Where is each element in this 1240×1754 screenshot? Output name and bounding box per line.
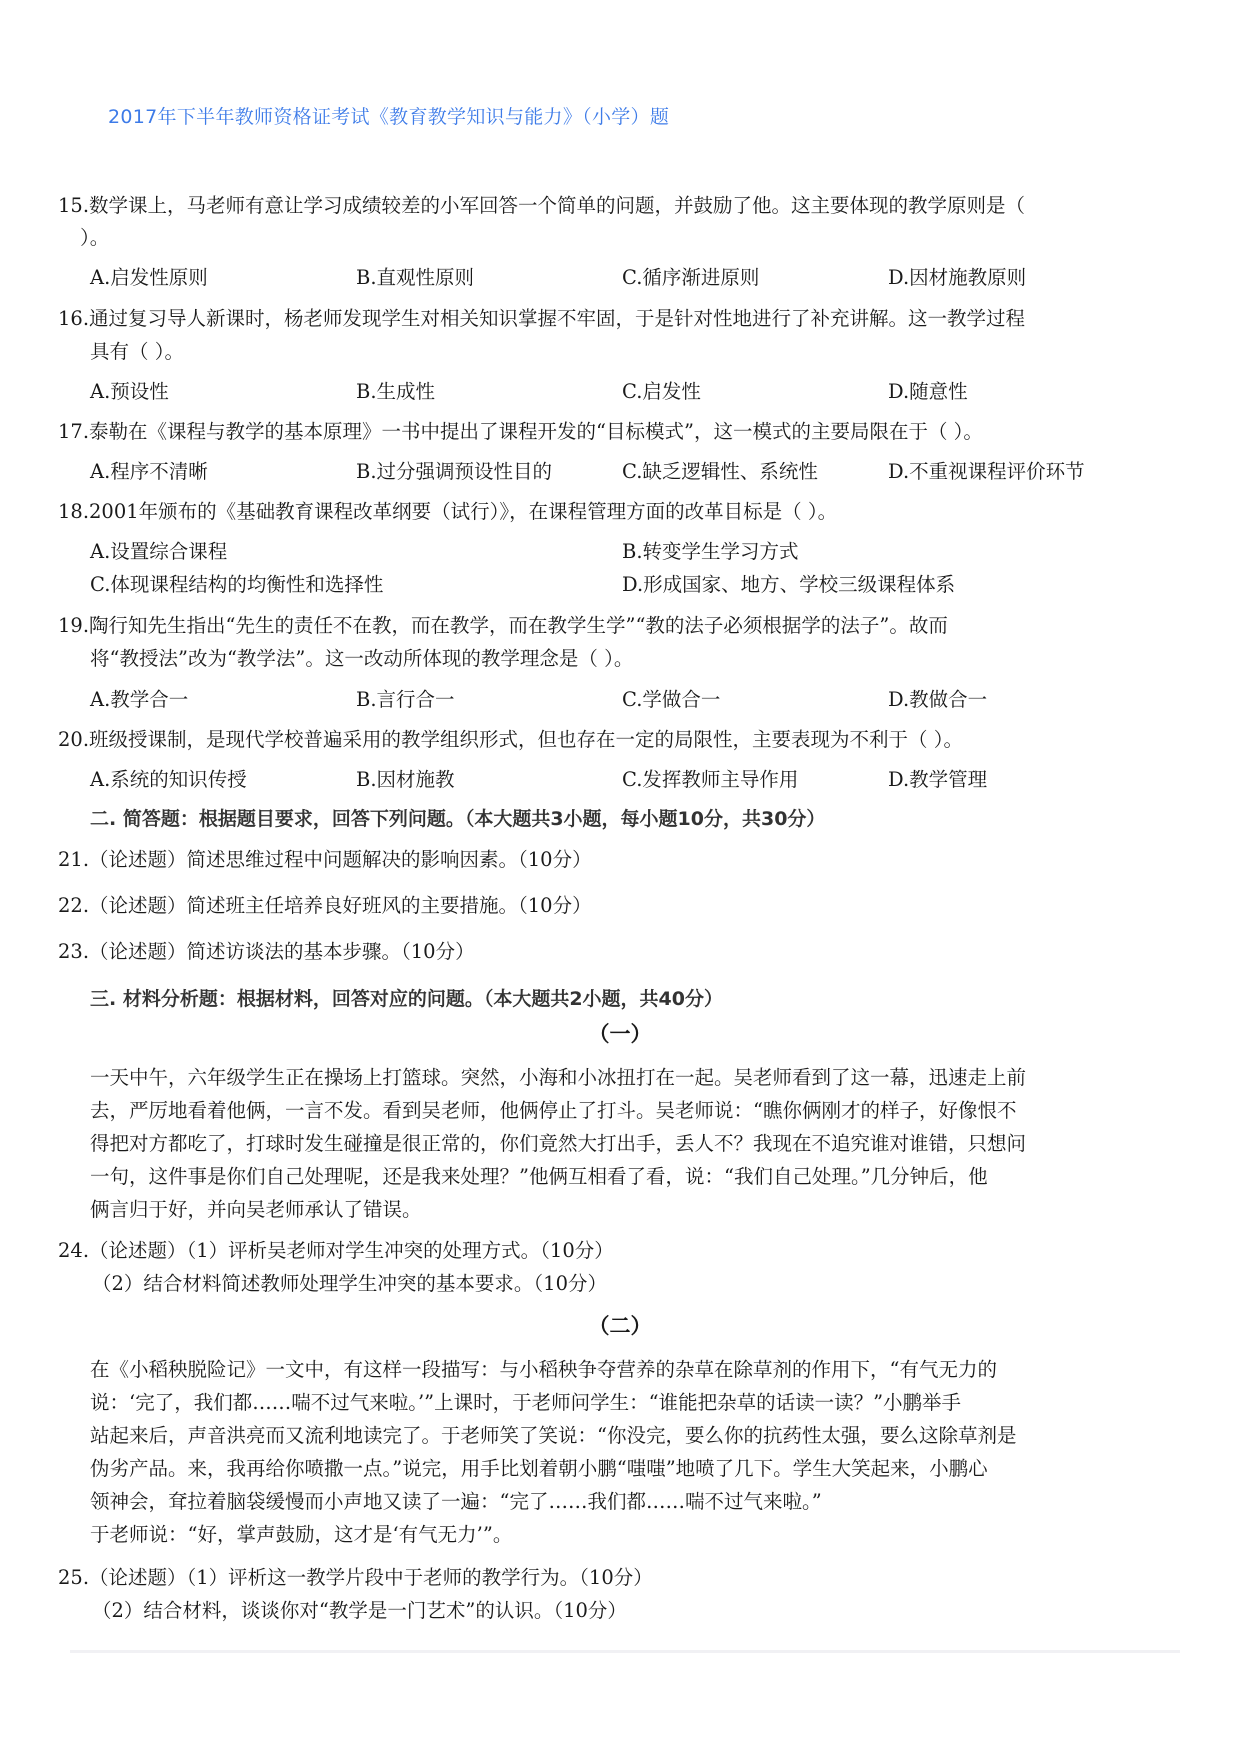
- q15-option-d: D.因材施教原则: [888, 266, 1027, 289]
- question-24-part-1: 24.（论述题）（1）评析吴老师对学生冲突的处理方式。（10分）: [58, 1239, 614, 1262]
- q16-option-a: A.预设性: [90, 380, 169, 403]
- q15-option-c: C.循序渐进原则: [622, 266, 760, 289]
- material-2-line: 伪劣产品。来，我再给你喷撒一点。”说完，用手比划着朝小鹏“嗤嗤”地喷了几下。学生大笑起来，小鹏心: [90, 1457, 988, 1480]
- section-2-heading: 二. 简答题：根据题目要求，回答下列问题。（本大题共3小题，每小题10分，共30分）: [90, 808, 826, 830]
- question-16-text: 16.通过复习导人新课时，杨老师发现学生对相关知识掌握不牢固，于是针对性地进行了补充讲解。这一教学过程: [58, 307, 1026, 330]
- q16-option-b: B.生成性: [356, 380, 436, 403]
- question-16-text-cont: 具有（ ）。: [90, 340, 184, 363]
- q20-option-a: A.系统的知识传授: [90, 768, 247, 791]
- page-title: 2017年下半年教师资格证考试《教育教学知识与能力》（小学）题: [108, 106, 670, 128]
- question-15-text: 15.数学课上，马老师有意让学习成绩较差的小军回答一个简单的问题，并鼓励了他。这主要体现的教学原则是（: [58, 194, 1026, 217]
- material-2-line: 说：‘完了，我们都……喘不过气来啦。’”上课时，于老师问学生：“谁能把杂草的话读一读？”小鹏举手: [90, 1391, 962, 1414]
- material-1-line: 一天中午，六年级学生正在操场上打篮球。突然，小海和小冰扭打在一起。吴老师看到了这一幕，迅速走上前: [90, 1066, 1027, 1089]
- q18-option-d: D.形成国家、地方、学校三级课程体系: [622, 573, 956, 596]
- q17-option-c: C.缺乏逻辑性、系统性: [622, 460, 818, 483]
- question-15-text-cont: ）。: [80, 226, 110, 249]
- material-2-line: 站起来后，声音洪亮而又流利地读完了。于老师笑了笑说：“你没完，要么你的抗药性太强，要么这除草剂是: [90, 1424, 1017, 1447]
- q18-option-a: A.设置综合课程: [90, 540, 228, 563]
- material-1-line: 去，严厉地看着他俩，一言不发。看到吴老师，他俩停止了打斗。吴老师说：“瞧你俩刚才的样子，好像恨不: [90, 1099, 1017, 1122]
- question-23-text: 23.（论述题）简述访谈法的基本步骤。（10分）: [58, 940, 475, 963]
- material-1-label: （一）: [588, 1021, 652, 1046]
- q20-option-d: D.教学管理: [888, 768, 988, 791]
- q19-option-a: A.教学合一: [90, 688, 189, 711]
- section-3-heading: 三. 材料分析题：根据材料，回答对应的问题。（本大题共2小题，共40分）: [90, 988, 723, 1010]
- question-17-text: 17.泰勒在《课程与教学的基本原理》一书中提出了课程开发的“目标模式”，这一模式的主要局限在于（ ）。: [58, 420, 983, 443]
- material-2-label: （二）: [588, 1313, 652, 1338]
- question-20-text: 20.班级授课制，是现代学校普遍采用的教学组织形式，但也存在一定的局限性，主要表现为不利于（ ）。: [58, 728, 963, 751]
- q19-option-b: B.言行合一: [356, 688, 455, 711]
- material-1-line: 一句，这件事是你们自己处理呢，还是我来处理？”他俩互相看了看，说：“我们自己处理。”几分钟后，他: [90, 1165, 988, 1188]
- q16-option-c: C.启发性: [622, 380, 701, 403]
- question-21-text: 21.（论述题）简述思维过程中问题解决的影响因素。（10分）: [58, 848, 592, 871]
- question-18-text: 18.2001年颁布的《基础教育课程改革纲要（试行）》，在课程管理方面的改革目标是（ ）。: [58, 500, 838, 523]
- page-divider: [70, 1650, 1180, 1653]
- material-1-line: 俩言归于好，并向吴老师承认了错误。: [90, 1198, 422, 1221]
- q17-option-a: A.程序不清晰: [90, 460, 208, 483]
- q19-option-d: D.教做合一: [888, 688, 988, 711]
- material-2-line: 在《小稻秧脱险记》一文中，有这样一段描写：与小稻秧争夺营养的杂草在除草剂的作用下，“有气无力的: [90, 1358, 997, 1381]
- material-2-line: 领神会，耷拉着脑袋缓慢而小声地又读了一遍：“完了……我们都……喘不过气来啦。”: [90, 1490, 822, 1513]
- material-2-line: 于老师说：“好，掌声鼓励，这才是‘有气无力’”。: [90, 1523, 513, 1546]
- question-24-part-2: （2）结合材料简述教师处理学生冲突的基本要求。（10分）: [92, 1272, 607, 1295]
- question-19-text: 19.陶行知先生指出“先生的责任不在教，而在教学，而在教学生学”“教的法子必须根据学的法子”。故而: [58, 614, 948, 637]
- question-22-text: 22.（论述题）简述班主任培养良好班风的主要措施。（10分）: [58, 894, 592, 917]
- q19-option-c: C.学做合一: [622, 688, 721, 711]
- q17-option-d: D.不重视课程评价环节: [888, 460, 1085, 483]
- q16-option-d: D.随意性: [888, 380, 968, 403]
- q18-option-b: B.转变学生学习方式: [622, 540, 799, 563]
- question-25-part-2: （2）结合材料，谈谈你对“教学是一门艺术”的认识。（10分）: [92, 1599, 627, 1622]
- question-25-part-1: 25.（论述题）（1）评析这一教学片段中于老师的教学行为。（10分）: [58, 1566, 653, 1589]
- q20-option-b: B.因材施教: [356, 768, 455, 791]
- material-1-line: 得把对方都吃了，打球时发生碰撞是很正常的，你们竟然大打出手，丢人不？我现在不追究谁对谁错，只想问: [90, 1132, 1027, 1155]
- question-19-text-cont: 将“教授法”改为“教学法”。这一改动所体现的教学理念是（ ）。: [90, 647, 634, 670]
- q15-option-b: B.直观性原则: [356, 266, 475, 289]
- q20-option-c: C.发挥教师主导作用: [622, 768, 799, 791]
- q18-option-c: C.体现课程结构的均衡性和选择性: [90, 573, 384, 596]
- q17-option-b: B.过分强调预设性目的: [356, 460, 553, 483]
- q15-option-a: A.启发性原则: [90, 266, 208, 289]
